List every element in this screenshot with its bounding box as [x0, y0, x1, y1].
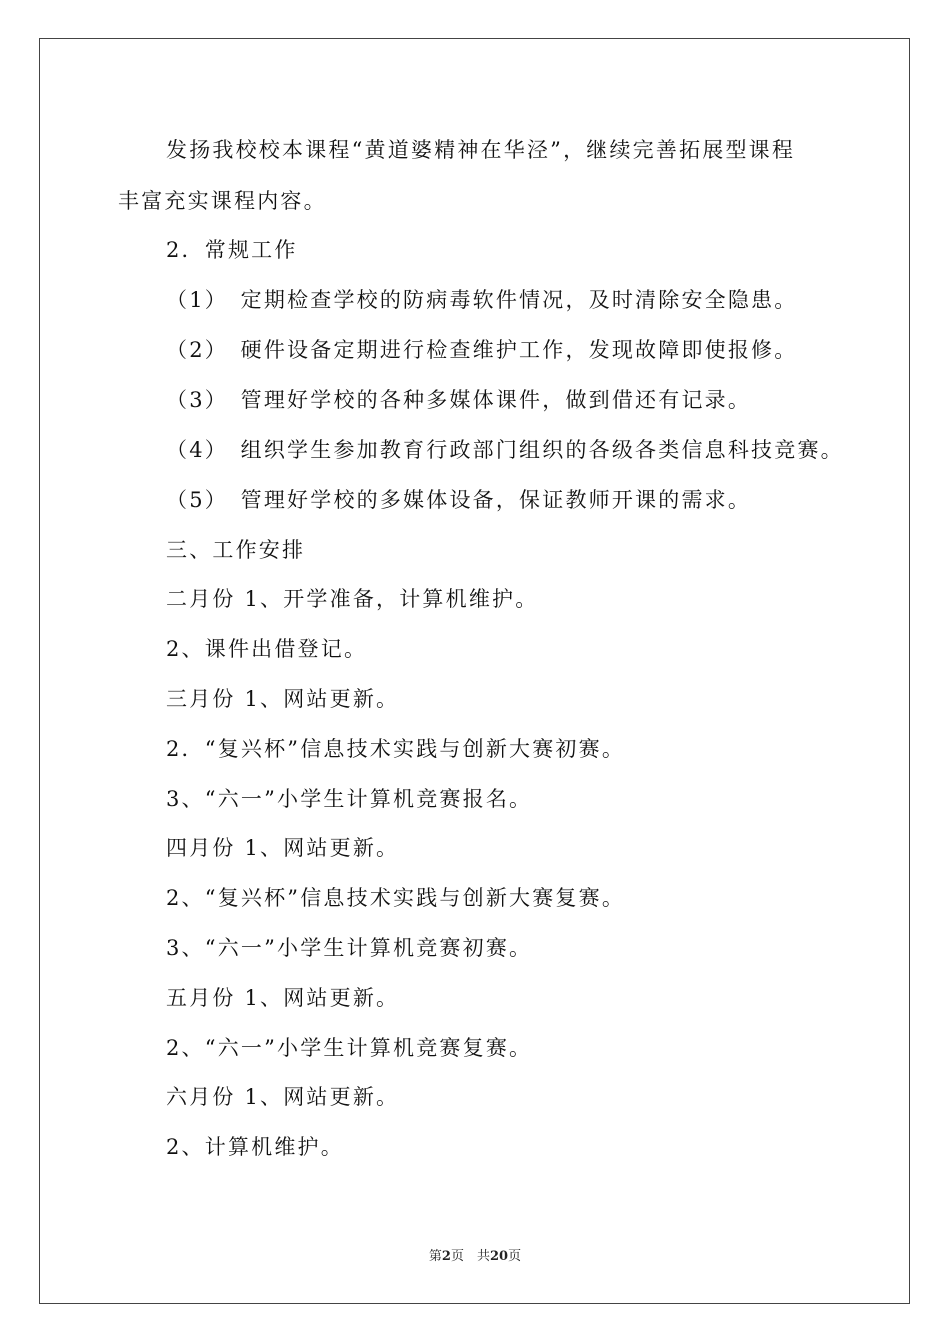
schedule-line: 2、“六一”小学生计算机竞赛复赛。	[166, 1036, 533, 1060]
schedule-line: 2、“复兴杯”信息技术实践与创新大赛复赛。	[166, 886, 626, 910]
section-heading: 三、工作安排	[166, 538, 306, 562]
schedule-line: 2．“复兴杯”信息技术实践与创新大赛初赛。	[166, 737, 626, 761]
schedule-line: 2、课件出借登记。	[166, 637, 368, 661]
list-item: （2） 硬件设备定期进行检查维护工作，发现故障即使报修。	[166, 338, 798, 362]
schedule-line: 六月份 1、网站更新。	[166, 1085, 400, 1109]
schedule-line: 3、“六一”小学生计算机竞赛报名。	[166, 787, 533, 811]
current-page-number: 2	[441, 1249, 451, 1264]
footer-suffix: 页	[508, 1249, 522, 1264]
section-heading: 2．常规工作	[166, 238, 298, 262]
schedule-line: 2、计算机维护。	[166, 1135, 344, 1159]
schedule-line: 三月份 1、网站更新。	[166, 687, 400, 711]
schedule-line: 四月份 1、网站更新。	[166, 836, 400, 860]
footer-middle: 页 共	[450, 1249, 490, 1264]
paragraph-line: 丰富充实课程内容。	[118, 189, 327, 213]
page-footer	[0, 1248, 950, 1266]
footer-prefix: 第	[428, 1249, 442, 1264]
schedule-line: 五月份 1、网站更新。	[166, 986, 400, 1010]
page-border	[39, 38, 910, 1304]
list-item: （3） 管理好学校的各种多媒体课件，做到借还有记录。	[166, 388, 752, 412]
list-item: （4） 组织学生参加教育行政部门组织的各级各类信息科技竞赛。	[166, 438, 844, 462]
list-item: （1） 定期检查学校的防病毒软件情况，及时清除安全隐患。	[166, 288, 798, 312]
list-item: （5） 管理好学校的多媒体设备，保证教师开课的需求。	[166, 488, 752, 512]
total-page-count: 20	[489, 1249, 509, 1264]
paragraph-line: 发扬我校校本课程“黄道婆精神在华泾”，继续完善拓展型课程	[166, 138, 796, 162]
schedule-line: 二月份 1、开学准备，计算机维护。	[166, 587, 539, 611]
schedule-line: 3、“六一”小学生计算机竞赛初赛。	[166, 936, 533, 960]
